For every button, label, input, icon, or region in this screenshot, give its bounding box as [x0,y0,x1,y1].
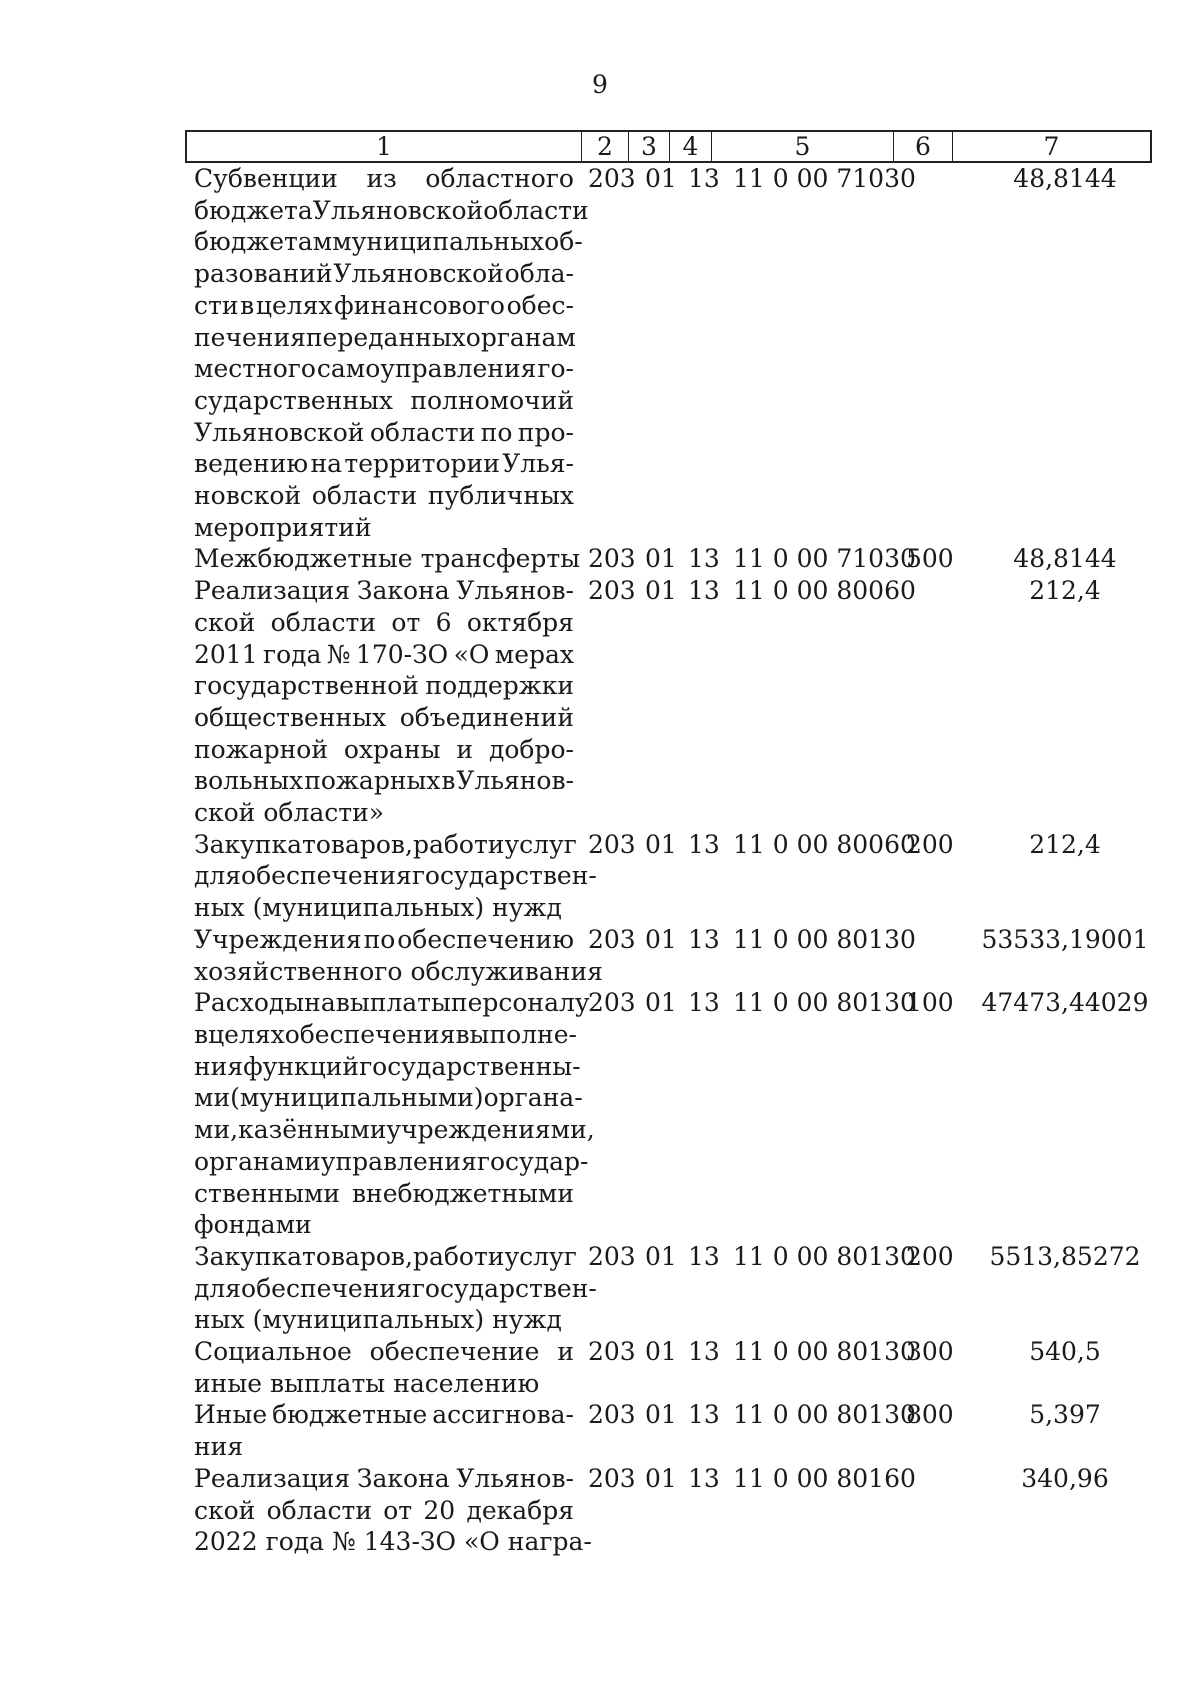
description-line: фондами [194,1210,312,1240]
section-code: 01 [645,1241,677,1271]
description-line: сти в целях финансового обес- [194,290,574,320]
section-code: 01 [645,829,677,859]
amount: 5,397 [1029,1400,1101,1430]
description-line: мероприятий [194,512,372,542]
table-row [0,924,1200,987]
section-code: 01 [645,1400,677,1430]
column-header-4: 4 [670,132,712,161]
description-line: местного самоуправления го- [194,354,574,384]
target-article-code: 11 0 00 80060 [733,576,916,606]
target-article-code: 11 0 00 80130 [733,988,916,1018]
description-line: ния [194,1432,244,1462]
description-line: ния функций государственны- [194,1051,581,1081]
description-line: ми (муниципальными) органа- [194,1083,583,1113]
description-line: ственными внебюджетными [194,1178,574,1208]
row-description [194,543,581,575]
target-article-code: 11 0 00 80060 [733,829,916,859]
section-code: 01 [645,164,677,193]
description-line: для обеспечения государствен- [194,1273,597,1303]
column-header-6: 6 [894,132,953,161]
subsection-code: 13 [688,1337,720,1367]
table-row [0,987,1200,1241]
description-line: сударственных полномочий [194,385,574,415]
amount: 540,5 [1029,1337,1101,1367]
description-line: 2022 года № 143-ЗО «О награ- [194,1527,592,1557]
expense-type-code: 500 [906,544,954,574]
grbs-code: 203 [588,1463,636,1493]
description-line: бюджетам муниципальных об- [194,227,583,257]
description-line: разований Ульяновской обла- [194,259,574,289]
expense-type-code: 800 [906,1400,954,1430]
table-row [0,1399,1200,1462]
grbs-code: 203 [588,829,636,859]
description-line: в целях обеспечения выполне- [194,1019,577,1049]
target-article-code: 11 0 00 80160 [733,1463,916,1493]
subsection-code: 13 [688,988,720,1018]
subsection-code: 13 [688,1400,720,1430]
description-line: иные выплаты населению [194,1368,540,1398]
amount: 48,8144 [1013,544,1117,574]
description-line: Межбюджетные трансферты [194,544,581,574]
page-number: 9 [592,70,608,99]
row-description [194,1463,592,1558]
amount: 53533,19001 [981,924,1149,954]
description-line: ных (муниципальных) нужд [194,893,562,923]
column-header-7: 7 [1043,132,1060,161]
description-line: Реализация Закона Ульянов- [194,1463,574,1493]
subsection-code: 13 [688,924,720,954]
row-description [194,987,595,1241]
row-description [194,1336,574,1399]
description-line: для обеспечения государствен- [194,861,597,891]
table-row [0,1463,1200,1558]
section-code: 01 [645,576,677,606]
description-line: ведению на территории Улья- [194,449,574,479]
subsection-code: 13 [688,576,720,606]
column-header-5: 5 [712,132,894,161]
table-row [0,829,1200,924]
expense-type-code: 300 [906,1337,954,1367]
description-line: новской области публичных [194,481,574,511]
description-line: органами управления государ- [194,1146,589,1176]
description-line: Закупка товаров, работ и услуг [194,829,577,859]
row-description [194,924,603,987]
target-article-code: 11 0 00 80130 [733,924,916,954]
description-line: Ульяновской области по про- [194,417,574,447]
grbs-code: 203 [588,576,636,606]
section-code: 01 [645,1337,677,1367]
table-row [0,163,1200,543]
description-line: Закупка товаров, работ и услуг [194,1241,577,1271]
subsection-code: 13 [688,1463,720,1493]
row-description [194,163,589,543]
row-description [194,829,597,924]
grbs-code: 203 [588,1241,636,1271]
description-line: ской области» [194,798,385,828]
grbs-code: 203 [588,1337,636,1367]
target-article-code: 11 0 00 80130 [733,1241,916,1271]
description-line: вольных пожарных в Ульянов- [194,766,574,796]
section-code: 01 [645,988,677,1018]
description-line: ных (муниципальных) нужд [194,1305,562,1335]
table-row [0,1241,1200,1336]
expense-type-code: 200 [906,1241,954,1271]
subsection-code: 13 [688,164,720,193]
grbs-code: 203 [588,164,636,193]
column-header-1: 1 [187,132,582,161]
section-code: 01 [645,924,677,954]
description-line: государственной поддержки [194,671,574,701]
description-line: Учреждения по обеспечению [194,924,574,954]
target-article-code: 11 0 00 80130 [733,1337,916,1367]
description-line: Субвенции из областного [194,164,574,193]
description-line: общественных объединений [194,702,574,732]
table-row [0,1336,1200,1399]
row-description [194,575,574,829]
subsection-code: 13 [688,1241,720,1271]
grbs-code: 203 [588,924,636,954]
expense-type-code: 100 [906,988,954,1018]
description-line: печения переданных органам [194,322,576,352]
description-line: 2011 года № 170-ЗО «О мерах [194,639,574,669]
table-row [0,575,1200,829]
subsection-code: 13 [688,829,720,859]
description-line: Расходы на выплаты персоналу [194,988,590,1018]
column-header-3: 3 [629,132,670,161]
grbs-code: 203 [588,1400,636,1430]
amount: 212,4 [1029,829,1101,859]
grbs-code: 203 [588,988,636,1018]
subsection-code: 13 [688,544,720,574]
amount: 340,96 [1021,1463,1109,1493]
description-line: Социальное обеспечение и [194,1337,574,1367]
row-description [194,1241,597,1336]
row-description [194,1399,574,1462]
description-line: Иные бюджетные ассигнова- [194,1400,574,1430]
target-article-code: 11 0 00 80130 [733,1400,916,1430]
target-article-code: 11 0 00 71030 [733,164,916,193]
description-line: бюджета Ульяновской области [194,195,589,225]
column-header-2: 2 [582,132,629,161]
section-code: 01 [645,544,677,574]
table-row [0,543,1200,575]
table-body [0,163,1200,1558]
section-code: 01 [645,1463,677,1493]
description-line: пожарной охраны и добро- [194,734,574,764]
description-line: хозяйственного обслуживания [194,956,603,986]
table-header [185,130,1152,163]
description-line: Реализация Закона Ульянов- [194,576,574,606]
amount: 212,4 [1029,576,1101,606]
amount: 5513,85272 [989,1241,1141,1271]
description-line: ской области от 6 октября [194,607,574,637]
description-line: ской области от 20 декабря [194,1495,574,1525]
target-article-code: 11 0 00 71030 [733,544,916,574]
expense-type-code: 200 [906,829,954,859]
amount: 48,8144 [1013,164,1117,193]
amount: 47473,44029 [981,988,1149,1018]
grbs-code: 203 [588,544,636,574]
description-line: ми, казёнными учреждениями, [194,1115,595,1145]
